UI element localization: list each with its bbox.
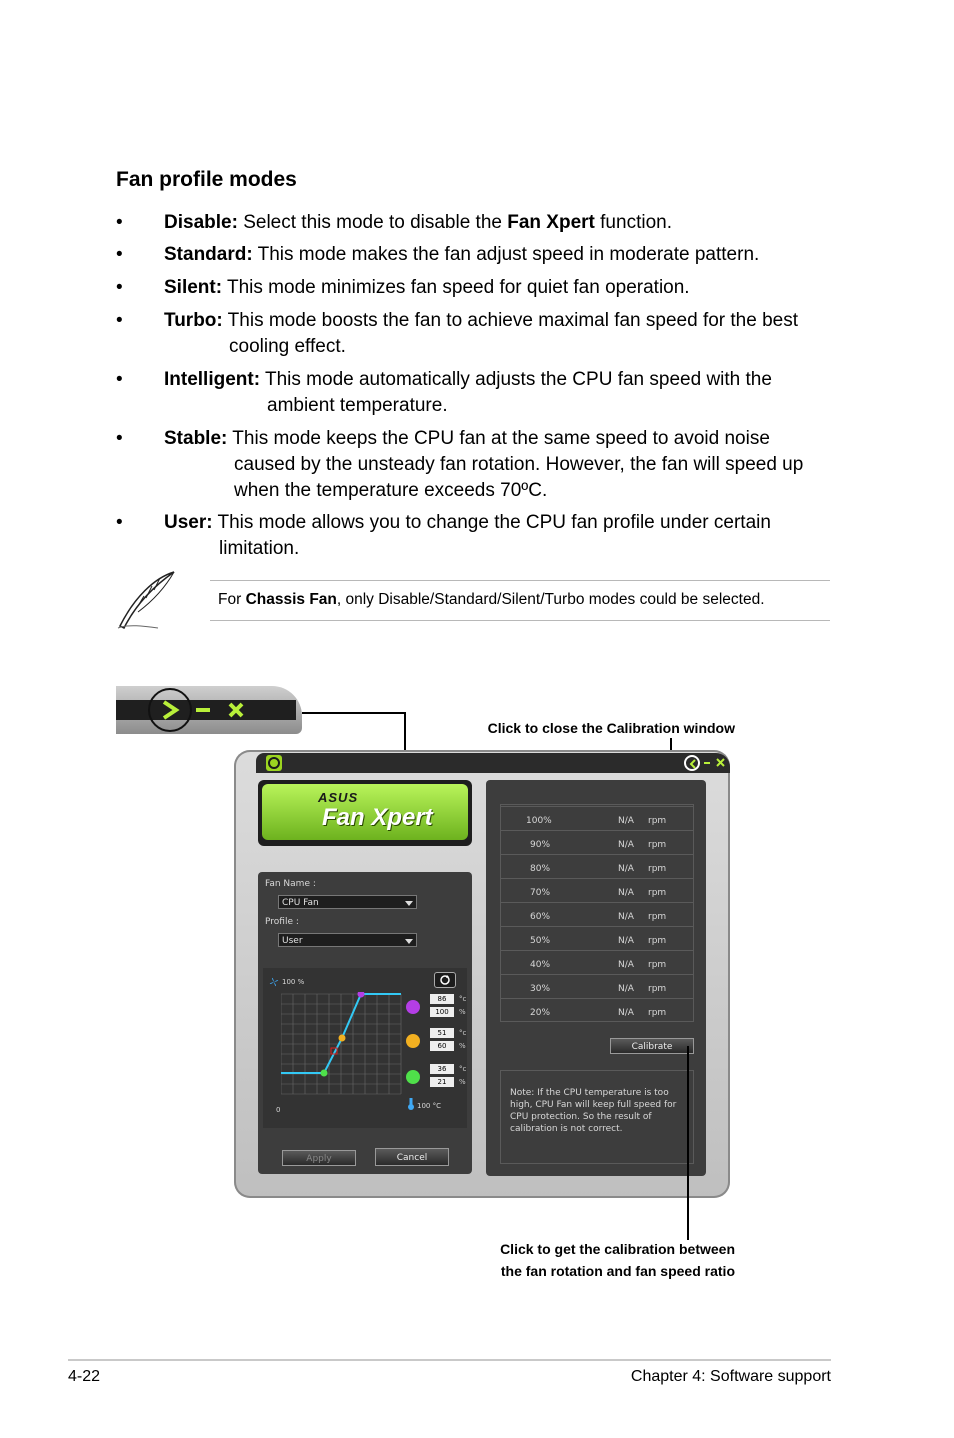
fan-icon: [268, 976, 280, 988]
unit-celsius: °c: [459, 1065, 467, 1073]
profile-label: Profile :: [265, 917, 299, 927]
footer-rule: [68, 1359, 831, 1361]
logo-banner: [258, 780, 472, 846]
note-text: For Chassis Fan, only Disable/Standard/Silent/Turbo modes could be selected.: [218, 591, 765, 608]
graph-top-label: 100 %: [282, 978, 305, 986]
calibration-row: 20% N/A rpm: [500, 998, 694, 1022]
point-high-temp-input[interactable]: 86: [430, 994, 454, 1004]
point-low-temp-input[interactable]: 36: [430, 1064, 454, 1074]
asus-logo: ASUS: [318, 790, 359, 805]
fan-name-label: Fan Name :: [265, 879, 316, 889]
calibration-close-button[interactable]: [684, 755, 700, 771]
refresh-icon: [439, 974, 451, 986]
minimize-button[interactable]: [704, 762, 710, 764]
apply-button[interactable]: Apply: [282, 1150, 356, 1166]
unit-percent: %: [459, 1078, 466, 1086]
callout-line: [302, 712, 406, 714]
point-mid-speed-input[interactable]: 60: [430, 1041, 454, 1051]
point-high-speed-input[interactable]: 100: [430, 1007, 454, 1017]
close-icon[interactable]: [226, 700, 246, 720]
settings-panel: [258, 872, 472, 1174]
note-top-rule: [210, 580, 830, 581]
minimize-icon[interactable]: [196, 708, 210, 712]
page-number: 4-22: [68, 1368, 101, 1385]
unit-percent: %: [459, 1042, 466, 1050]
calibration-row: 40% N/A rpm: [500, 950, 694, 974]
chevron-down-icon: [405, 901, 413, 906]
callout-line: [404, 712, 406, 752]
calibration-row: 90% N/A rpm: [500, 830, 694, 854]
calibrate-button[interactable]: Calibrate: [610, 1038, 694, 1054]
thermometer-icon: [407, 1098, 415, 1110]
chapter-title: Chapter 4: Software support: [630, 1368, 831, 1385]
cancel-button[interactable]: Cancel: [375, 1148, 449, 1166]
calibration-note-box: [500, 1070, 694, 1164]
point-mid-marker: [406, 1034, 420, 1048]
unit-percent: %: [459, 1008, 466, 1016]
caption-close-calibration: Click to close the Calibration window: [487, 720, 735, 736]
calibration-row: 50% N/A rpm: [500, 926, 694, 950]
calibration-row: 30% N/A rpm: [500, 974, 694, 998]
unit-celsius: °c: [459, 995, 467, 1003]
profile-select[interactable]: User: [278, 933, 417, 947]
zoomed-window-controls: [116, 686, 302, 734]
calibration-row: 80% N/A rpm: [500, 854, 694, 878]
point-low-speed-input[interactable]: 21: [430, 1077, 454, 1087]
fan-name-select[interactable]: CPU Fan: [278, 895, 417, 909]
feather-pen-icon: [114, 568, 180, 632]
calibration-note-text: Note: If the CPU temperature is too high, CPU Fan will keep full speed for CPU protection. So the result of calibration is not correct.: [510, 1088, 677, 1134]
callout-line: [687, 1046, 689, 1240]
fan-curve-area: [263, 968, 467, 1128]
note-bottom-rule: [210, 620, 830, 621]
chevron-down-icon: [405, 939, 413, 944]
expand-arrow-icon[interactable]: [160, 699, 180, 721]
reset-button[interactable]: [434, 972, 456, 988]
section-heading: Fan profile modes: [116, 168, 297, 191]
graph-zero-label: 0: [276, 1106, 281, 1114]
window-titlebar: [256, 753, 730, 773]
point-high-marker: [406, 1000, 420, 1014]
point-mid-temp-input[interactable]: 51: [430, 1028, 454, 1038]
calibration-row: 60% N/A rpm: [500, 902, 694, 926]
calibration-row: 100% N/A rpm: [500, 806, 694, 830]
unit-celsius: °c: [459, 1029, 467, 1037]
product-title: Fan Xpert: [322, 804, 433, 831]
fan-app-icon: [266, 755, 282, 771]
fan-curve-graph[interactable]: [281, 992, 403, 1096]
close-window-button[interactable]: [716, 758, 725, 767]
graph-temp-label: 100 °C: [417, 1102, 441, 1110]
caption-calibrate: Click to get the calibration between the fan rotation and fan speed ratio: [500, 1241, 735, 1279]
calibration-row: 70% N/A rpm: [500, 878, 694, 902]
point-low-marker: [406, 1070, 420, 1084]
